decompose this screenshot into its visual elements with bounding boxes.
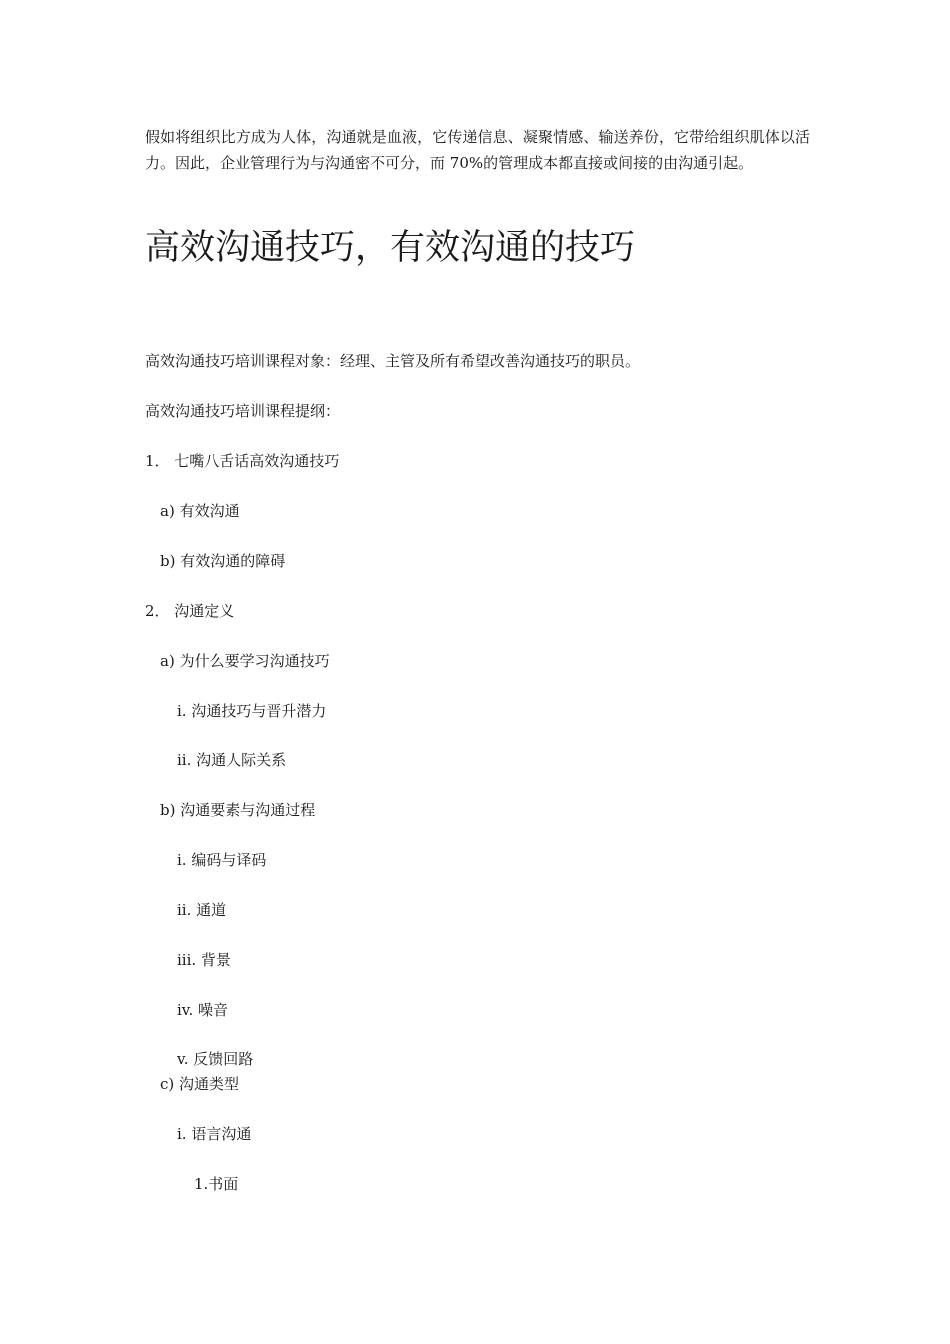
outline-heading: 高效沟通技巧培训课程提纲： xyxy=(145,402,341,420)
outline-item: i. 编码与译码 xyxy=(177,851,267,869)
outline-item: 2． 沟通定义 xyxy=(145,602,235,620)
outline-item: v. 反馈回路 xyxy=(177,1050,254,1068)
outline-item: i. 语言沟通 xyxy=(177,1125,252,1143)
outline-item: c) 沟通类型 xyxy=(160,1075,240,1093)
outline-item: 1． 七嘴八舌话高效沟通技巧 xyxy=(145,452,340,470)
audience-line: 高效沟通技巧培训课程对象：经理、主管及所有希望改善沟通技巧的职员。 xyxy=(145,352,641,370)
outline-item: a) 为什么要学习沟通技巧 xyxy=(160,652,330,670)
outline-item: iii. 背景 xyxy=(177,951,231,969)
outline-item: a) 有效沟通 xyxy=(160,502,240,520)
outline-item: b) 有效沟通的障碍 xyxy=(160,552,286,570)
outline-item: iv. 噪音 xyxy=(177,1001,229,1019)
outline-item: b) 沟通要素与沟通过程 xyxy=(160,801,316,819)
outline-item: i. 沟通技巧与晋升潜力 xyxy=(177,702,327,720)
intro-paragraph: 假如将组织比方成为人体，沟通就是血液，它传递信息、凝聚情感、输送养份，它带给组织肌体以活力。因此，企业管理行为与沟通密不可分，而 70%的管理成本都直接或间接的由沟通引起。 xyxy=(145,128,810,172)
outline-item: ii. 通道 xyxy=(177,901,227,919)
outline-item: 1.书面 xyxy=(194,1175,239,1193)
page-title: 高效沟通技巧，有效沟通的技巧 xyxy=(145,228,636,268)
outline-item: ii. 沟通人际关系 xyxy=(177,751,287,769)
